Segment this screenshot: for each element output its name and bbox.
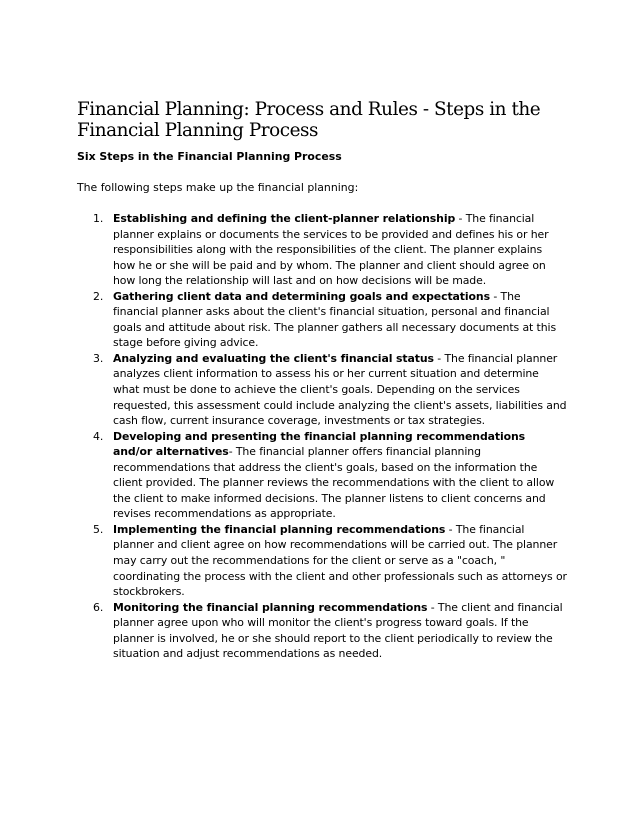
- step-text: - The financial planner offers financial planning recommendations that address the client's goals, based on the information the client provided. The planner reviews the recommendations with the client to allow the client to make informed decisions. The planner listens to client concerns and revises recommendations as appropriate.: [113, 445, 555, 521]
- step-item-5: [77, 522, 567, 600]
- step-number: 5.: [93, 522, 104, 536]
- section-heading: Six Steps in the Financial Planning Process: [77, 150, 342, 163]
- step-title: Establishing and defining the client-planner relationship: [113, 212, 456, 225]
- step-item-1: [77, 211, 567, 289]
- step-text: - The financial planner asks about the client's financial situation, personal and financial goals and attitude about risk. The planner gathers all necessary documents at this stage before giving advice.: [113, 289, 557, 350]
- step-text: - The financial planner analyzes client information to assess his or her current situation and determine what must be done to achieve the client's goals. Depending on the services requested, this assessment could include analyzing the client's assets, liabilities and cash flow, current insurance coverage, investments or tax strategies.: [113, 351, 567, 428]
- step-number: 4.: [93, 429, 104, 443]
- step-number: 3.: [93, 351, 104, 365]
- step-text: - The client and financial planner agree upon who will monitor the client's progress toward goals. If the planner is involved, he or she should report to the client periodically to review the situation and adjust recommendations as needed.: [113, 600, 563, 661]
- intro-paragraph: The following steps make up the financial planning:: [77, 181, 359, 194]
- step-item-2: [77, 289, 567, 351]
- step-title: Implementing the financial planning recommendations: [113, 522, 446, 536]
- document-title: Financial Planning: Process and Rules - Steps in the Financial Planning Process: [77, 99, 541, 141]
- step-item-4: [77, 429, 567, 522]
- step-title: Developing and presenting the financial planning recommendations and/or alternatives: [113, 429, 526, 459]
- step-number: 6.: [93, 600, 104, 614]
- step-text: - The financial planner explains or documents the services to be provided and defines his or her responsibilities along with the responsibilities of the client. The planner explains how he or she will be paid and by whom. The planner and client should agree on how long the relationship will last and on how decisions will be made.: [113, 212, 549, 288]
- steps-list: [77, 211, 567, 662]
- step-number: 2.: [93, 289, 104, 303]
- step-number: 1.: [93, 212, 104, 225]
- step-text: - The financial planner and client agree on how recommendations will be carried out. The planner may carry out the recommendations for the client or serve as a "coach, " coordinating the process with the client and other professionals such as attorneys or stockbrokers.: [113, 522, 567, 599]
- step-item-3: [77, 351, 567, 429]
- step-title: Gathering client data and determining goals and expectations: [113, 289, 490, 303]
- step-title: Monitoring the financial planning recommendations: [113, 600, 428, 614]
- step-title: Analyzing and evaluating the client's financial status: [113, 351, 434, 365]
- step-item-6: [77, 600, 567, 662]
